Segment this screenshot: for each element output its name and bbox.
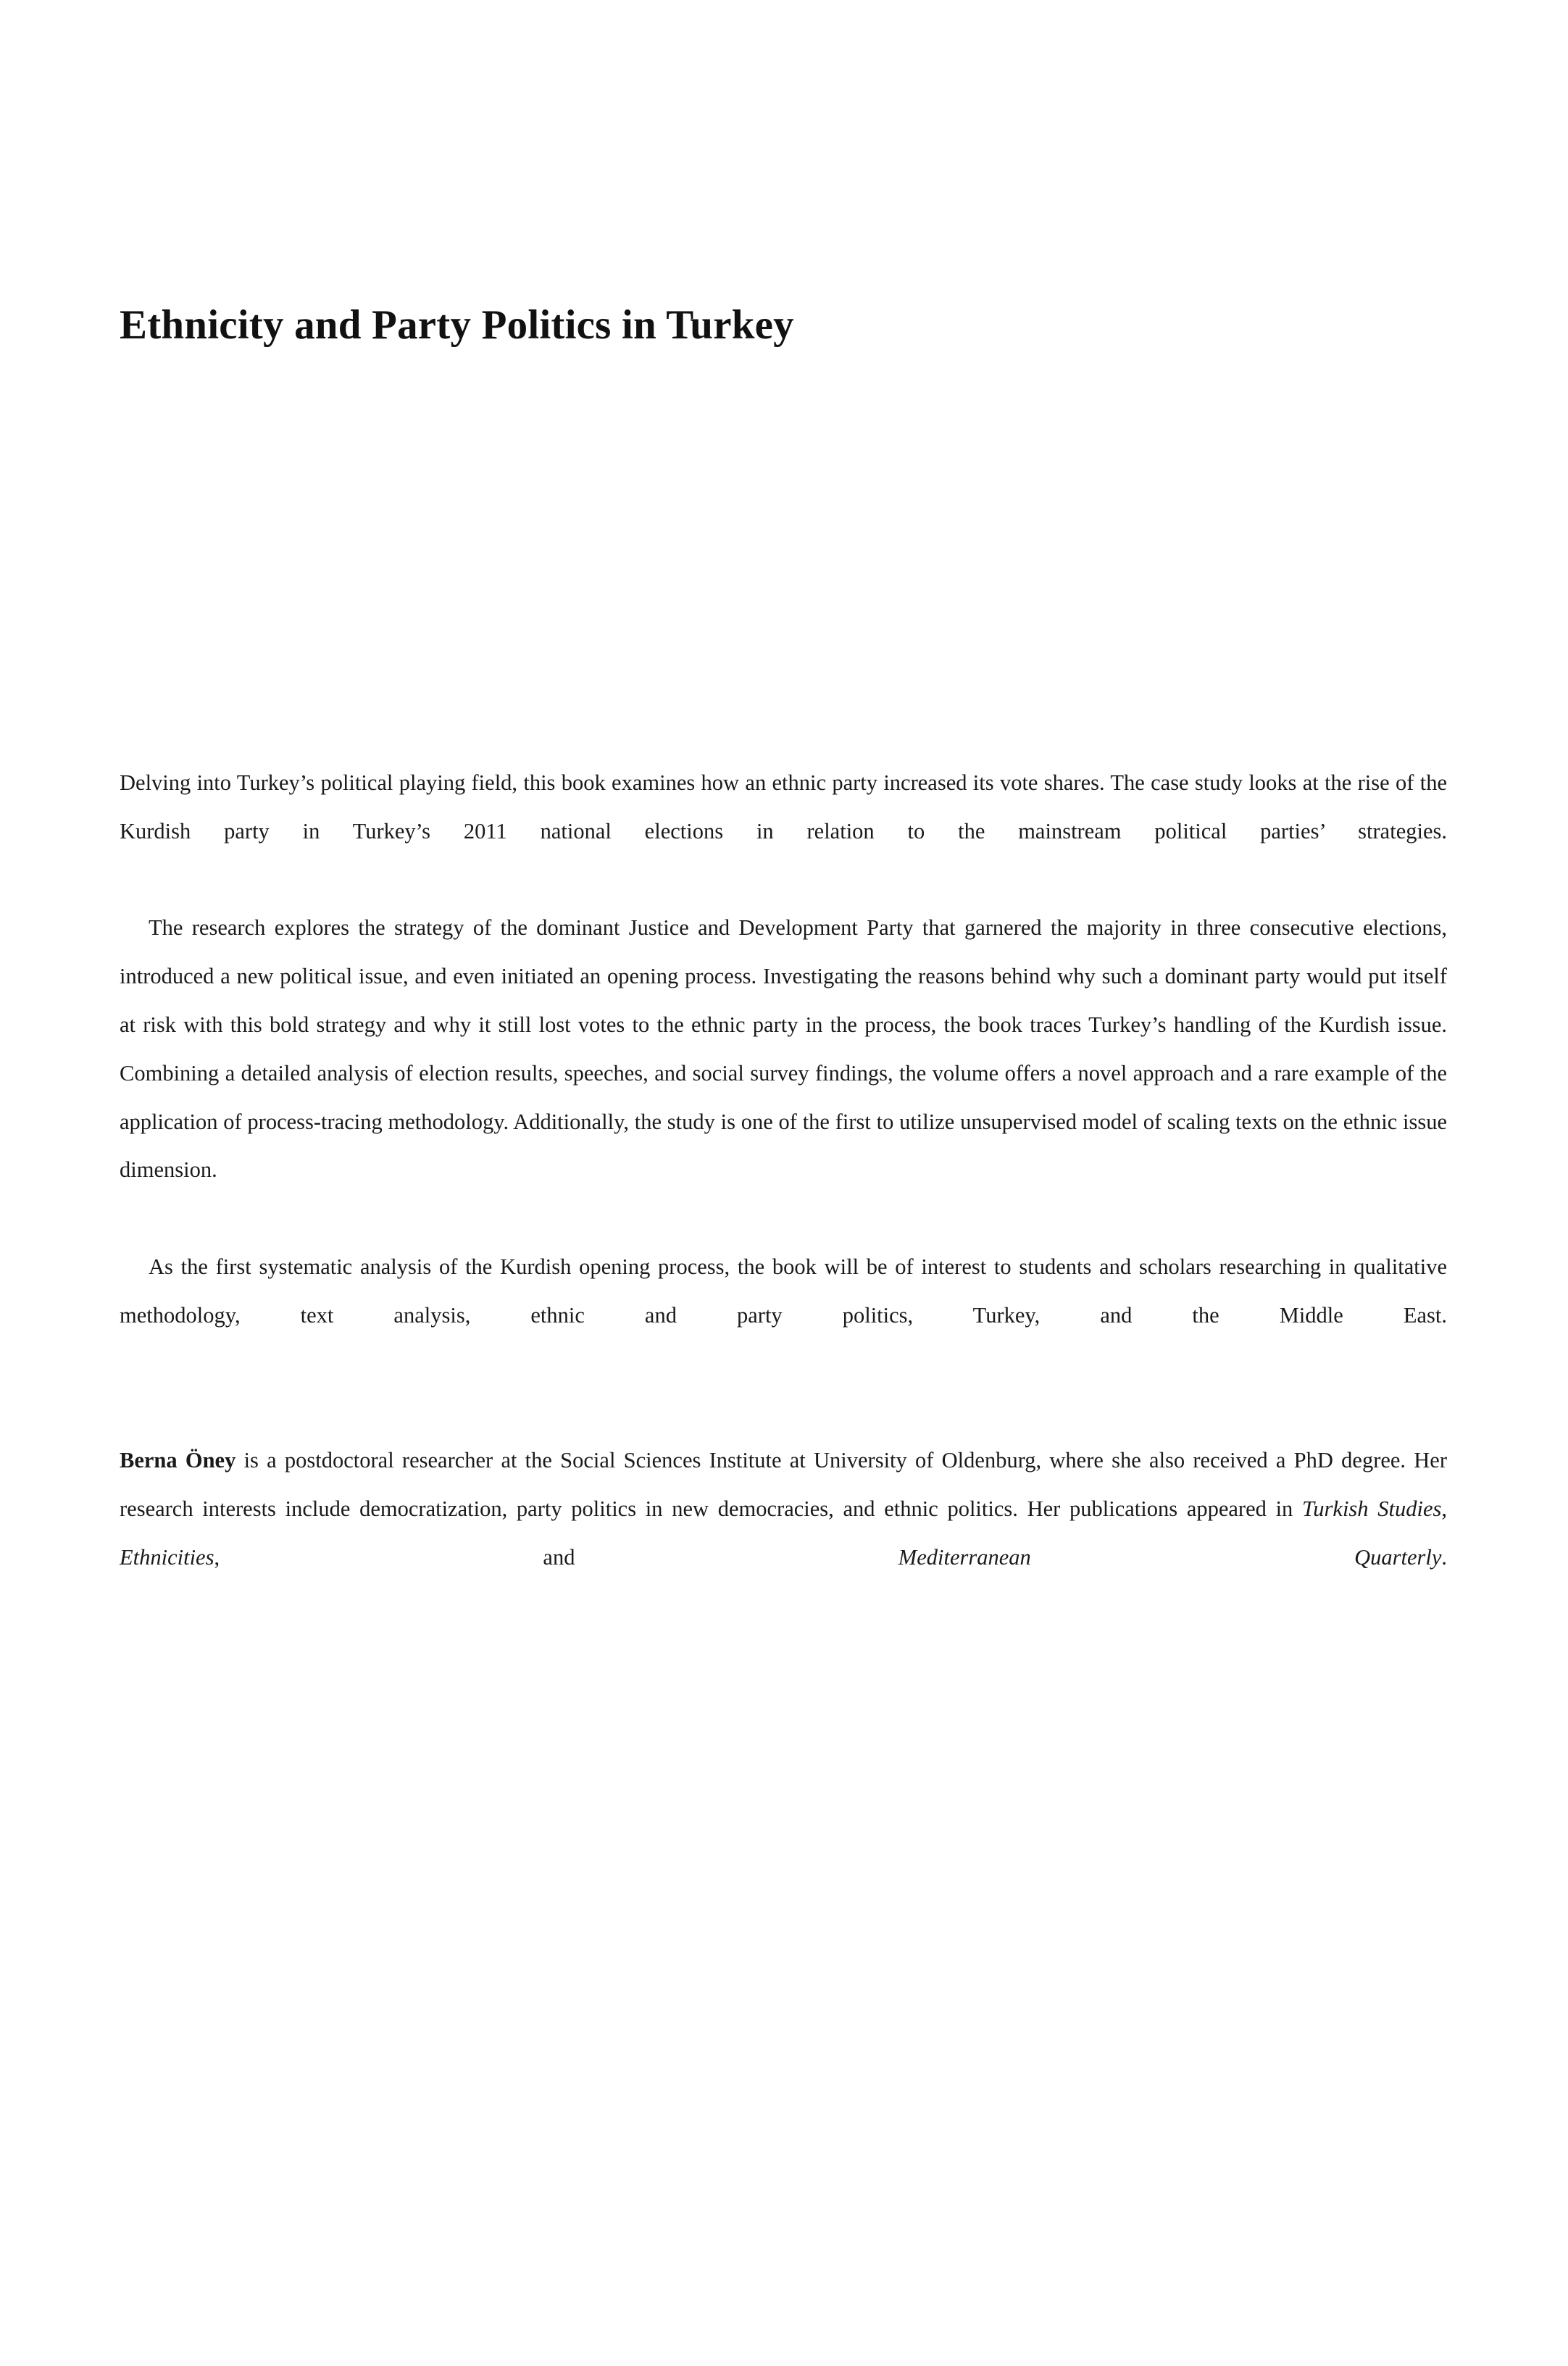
blurb-paragraph-3: As the first systematic analysis of the Kurdish opening process, the book will be of interest to students and scholars researching in qualitative methodology, text analysis, ethnic and party politics, Turkey, and the Middle East. bbox=[120, 1254, 1447, 1328]
journal-title-turkish-studies: Turkish Studies bbox=[1302, 1496, 1442, 1522]
bio-separator-2: , and bbox=[214, 1544, 898, 1570]
blurb-paragraph-2: The research explores the strategy of the dominant Justice and Development Party that garnered the majority in three consecutive elections, introduced a new political issue, and even initiated an opening process. Investigating the reasons behind why such a dominant party would put itself at risk with this bold strategy and why it still lost votes to the ethnic party in the process, the book traces Turkey’s handling of the Kurdish issue. Combining a detailed analysis of election results, speeches, and social survey findings, the volume offers a novel approach and a rare example of the application of process-tracing methodology. Additionally, the study is one of the first to utilize unsupervised model of scaling texts on the ethnic issue dimension. bbox=[120, 915, 1447, 1183]
bio-separator-1: , bbox=[1441, 1496, 1447, 1522]
page-title: Ethnicity and Party Politics in Turkey bbox=[120, 302, 794, 348]
bio-end-punctuation: . bbox=[1441, 1544, 1447, 1570]
blurb-body bbox=[120, 759, 1447, 1630]
author-name: Berna Öney bbox=[120, 1448, 236, 1473]
journal-title-ethnicities: Ethnicities bbox=[120, 1544, 214, 1570]
blurb-paragraph-1: Delving into Turkey’s political playing field, this book examines how an ethnic party increased its vote shares. The case study looks at the rise of the Kurdish party in Turkey’s 2011 national elections in relation to the mainstream political parties’ strategies. bbox=[120, 770, 1447, 843]
journal-title-mediterranean-quarterly: Mediterranean Quarterly bbox=[898, 1544, 1442, 1570]
author-bio-paragraph bbox=[120, 1436, 1447, 1630]
author-bio-text: is a postdoctoral researcher at the Social Sciences Institute at University of Oldenburg, where she also received a PhD degree. Her research interests include democratization, party politics in new democracies, and ethnic politics. Her publications appeared in bbox=[120, 1448, 1447, 1522]
